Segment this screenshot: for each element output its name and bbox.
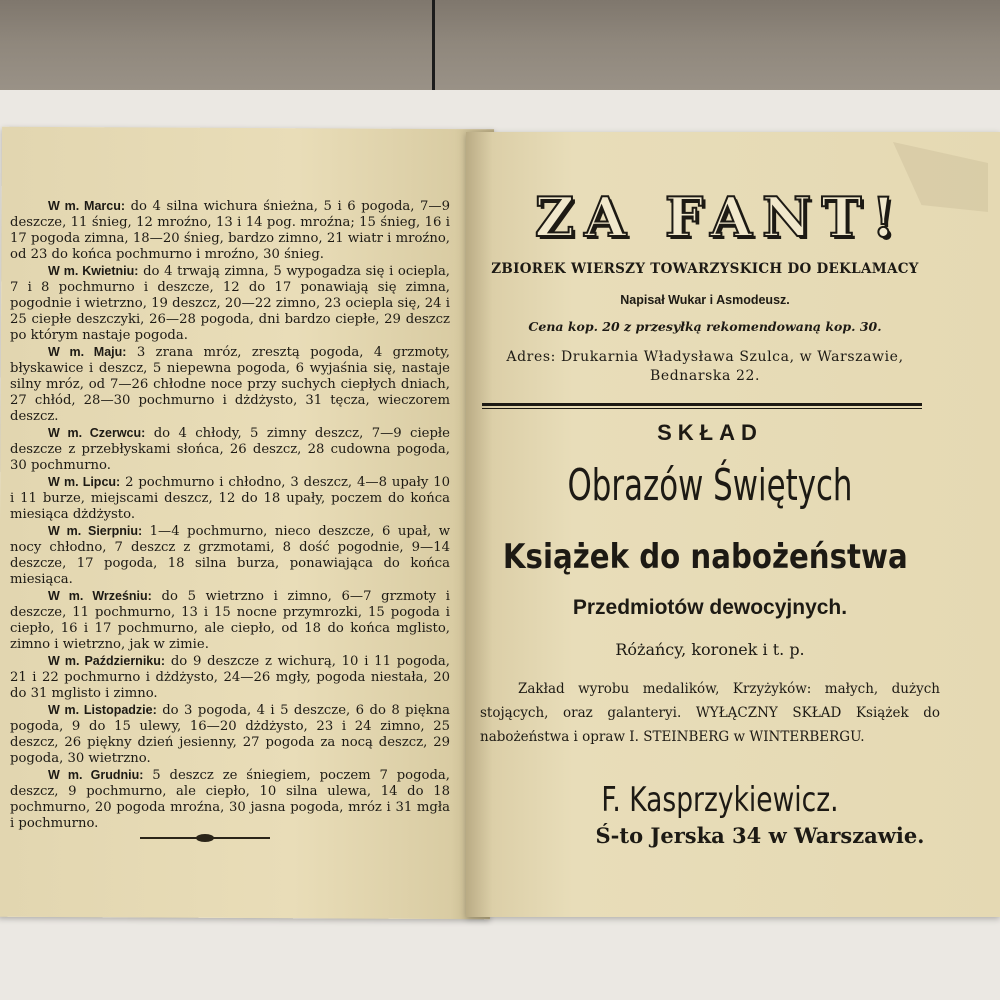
printer-address: Adres: Drukarnia Władysława Szulca, w Warszawie,	[506, 349, 904, 365]
ornament-divider	[140, 834, 270, 842]
paragraph-march: W m. Marcu: do 4 silna wichura śnieżna, 5 i 6 pogoda, 7—9 deszcze, 11 śnieg, 12 mroźno, 13 i 14 pog. mroźna; 15 śnieg, 16 i 17 pogoda zimna, 18—20 śnieg, bardzo zimno, 21 wiatr i mroźno, od 23 do końca pochmurno i mroźno, 30 śnieg.	[10, 199, 450, 262]
weather-forecast-text	[10, 198, 450, 832]
paragraph-october: W m. Październiku: do 9 deszcze z wichurą, 10 i 11 pogoda, 21 i 22 pochmurno i dżdżysto, 24—26 mgły, pogoda niestała, 20 do 31 mglisto i zimno.	[10, 654, 450, 701]
divider-thick	[482, 403, 922, 406]
paragraph-august: W m. Sierpniu: 1—4 pochmurno, nieco deszcze, 6 upał, w nocy chłodno, 7 deszcz z grzmotami, 8 dość pogodnie, 9—14 deszcze, 17 pogoda, 18 silna burza, ponawiająca do końca miesiąca.	[10, 524, 450, 587]
paragraph-may: W m. Maju: 3 zrana mróz, zresztą pogoda, 4 grzmoty, błyskawice i deszcz, 5 niepewna pogoda, 6 wyjaśnia się, nastaje silny mróz, od 7—26 chłodne noce przy suchych ciepłych dniach, 27 chłód, 28—30 pochmurno i dżdżysto, 31 tęcza, wieczorem deszcz.	[10, 345, 450, 424]
ad-line-images: Obrazów Świętych	[567, 460, 853, 511]
printer-street: Bednarska 22.	[649, 368, 761, 384]
book-authors: Napisał Wukar i Asmodeusz.	[620, 293, 790, 307]
paragraph-december: W m. Grudniu: 5 deszcz ze śniegiem, poczem 7 pogoda, deszcz, 9 pochmurno, ale ciepło, 10 silna ulewa, 14 do 18 pochmurno, 20 pogoda mroźna, 30 jasna pogoda, mróz i 31 mgła i pochmurno.	[10, 768, 450, 831]
ad-line-rosaries: Różańcy, koronek i t. p.	[615, 640, 805, 659]
book-price: Cena kop. 20 z przesyłką rekomendowaną kop. 30.	[528, 319, 882, 334]
ad-line-items: Przedmiotów dewocyjnych.	[572, 596, 848, 619]
paragraph-april: W m. Kwietniu: do 4 trwają zimna, 5 wypogadza się i ociepla, 7 i 8 pochmurno i deszcze, 12 do 17 ponawiają się zimna, pogodnie i wietrzno, 19 deszcz, 20—22 zimno, 23 ociepla się, 24 i 25 ciepłe deszczyki, 26—28 pogoda, dni bardzo ciepłe, 29 deszcz po którym nastaje pogoda.	[10, 264, 450, 343]
paragraph-september: W m. Wrześniu: do 5 wietrzno i zimno, 6—7 grzmoty i deszcze, 11 pochmurno, 13 i 15 nocne przymrozki, 15 pogoda i ciepło, 16 i 17 pochmurno, ale ciepło, od 18 do końca mglisto, zimno i wietrzno, jak w zimie.	[10, 589, 450, 652]
merchant-address: Ś-to Jerska 34 w Warszawie.	[595, 823, 925, 848]
book-subtitle: ZBIOREK WIERSZY TOWARZYSKICH DO DEKLAMACY	[491, 261, 919, 277]
ad-description: Zakład wyrobu medalików, Krzyżyków: małych, dużych stojących, oraz galanteryi. WYŁĄCZNY SKŁAD Książek do nabożeństwa i opraw I. STEINBERG w WINTERBERGU.	[480, 681, 940, 745]
paragraph-november: W m. Listopadzie: do 3 pogoda, 4 i 5 deszcze, 6 do 8 piękna pogoda, 9 do 15 ulewy, 16—20 dżdżysto, 23 i 24 zimno, 25 deszcz, 26 piękny dzień jesienny, 27 pogoda za nocą deszcz, 29 pogoda, 30 wietrzno.	[10, 703, 450, 766]
paragraph-july: W m. Lipcu: 2 pochmurno i chłodno, 3 deszcz, 4—8 upały 10 i 11 burze, miejscami deszcz, 12 do 18 upały, poczem do końca miesiąca dżdżysto.	[10, 475, 451, 522]
paragraph-june: W m. Czerwcu: do 4 chłody, 5 zimny deszcz, 7—9 ciepłe deszcze z przebłyskami słońca, 26 deszcz, 28 cudowna pogoda, 30 pochmurno.	[10, 426, 450, 473]
book-title: ZA FANT!	[534, 185, 906, 249]
ad-heading: SKŁAD	[657, 420, 763, 445]
divider-thin	[482, 408, 922, 409]
ad-line-books: Książek do nabożeństwa	[502, 537, 908, 577]
merchant-name: F. Kasprzykiewicz.	[601, 780, 839, 820]
